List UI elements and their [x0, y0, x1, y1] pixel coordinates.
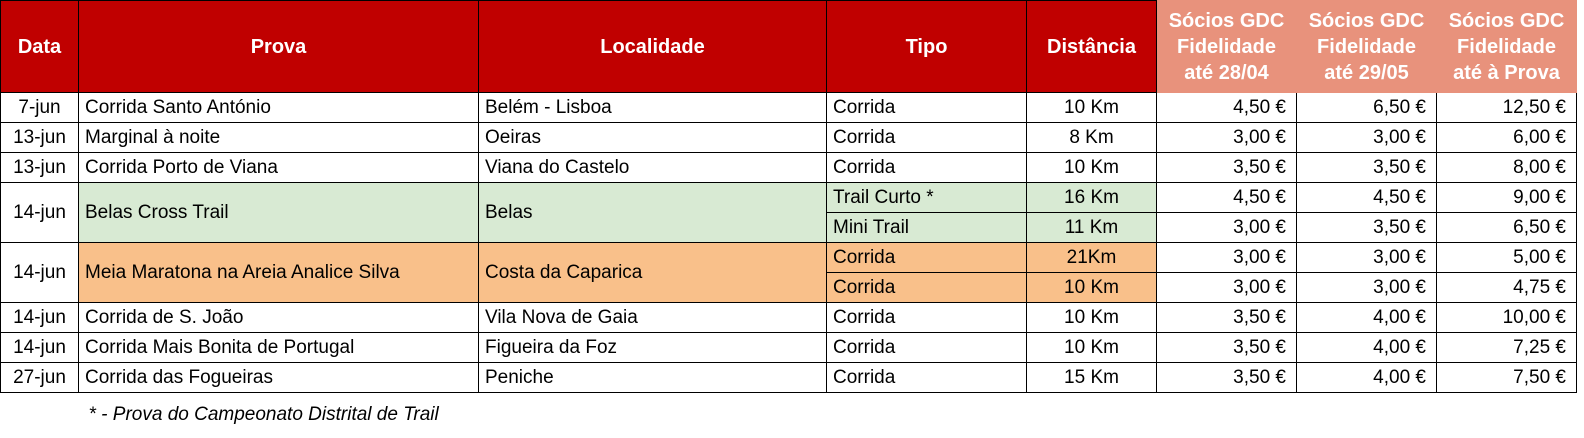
cell-price-prova: 6,50 € — [1437, 213, 1577, 243]
column-header-distancia: Distância — [1027, 1, 1157, 93]
cell-price-29-05: 4,50 € — [1297, 183, 1437, 213]
cell-price-29-05: 4,00 € — [1297, 333, 1437, 363]
cell-price-28-04: 3,00 € — [1157, 213, 1297, 243]
cell-distance: 21Km — [1027, 243, 1157, 273]
cell-distance: 10 Km — [1027, 303, 1157, 333]
cell-type: Corrida — [827, 333, 1027, 363]
table-header — [1, 1, 1577, 93]
header-row — [1, 1, 1577, 93]
column-header-socios-29-05 — [1297, 1, 1437, 93]
cell-date: 7-jun — [1, 93, 79, 123]
cell-distance: 10 Km — [1027, 93, 1157, 123]
cell-price-29-05: 4,00 € — [1297, 303, 1437, 333]
cell-price-prova: 8,00 € — [1437, 153, 1577, 183]
cell-date: 14-jun — [1, 303, 79, 333]
cell-date: 13-jun — [1, 153, 79, 183]
cell-price-28-04: 4,50 € — [1157, 183, 1297, 213]
cell-distance: 16 Km — [1027, 183, 1157, 213]
cell-type: Corrida — [827, 363, 1027, 393]
cell-type: Corrida — [827, 273, 1027, 303]
cell-distance: 15 Km — [1027, 363, 1157, 393]
cell-price-28-04: 3,50 € — [1157, 363, 1297, 393]
cell-race-name: Corrida de S. João — [79, 303, 479, 333]
header-line-1: Sócios GDC — [1448, 9, 1565, 32]
header-line-3: até 28/04 — [1184, 61, 1269, 84]
cell-price-29-05: 3,50 € — [1297, 153, 1437, 183]
cell-distance: 10 Km — [1027, 333, 1157, 363]
cell-type: Corrida — [827, 93, 1027, 123]
footnote-text: * - Prova do Campeonato Distrital de Trail — [79, 393, 1577, 437]
cell-type: Trail Curto * — [827, 183, 1027, 213]
cell-type: Corrida — [827, 243, 1027, 273]
column-header-data: Data — [1, 1, 79, 93]
table-row — [1, 363, 1577, 393]
cell-price-28-04: 3,50 € — [1157, 333, 1297, 363]
cell-price-28-04: 3,00 € — [1157, 123, 1297, 153]
cell-race-name: Belas Cross Trail — [79, 183, 479, 243]
cell-price-prova: 5,00 € — [1437, 243, 1577, 273]
cell-locality: Costa da Caparica — [479, 243, 827, 303]
cell-distance: 11 Km — [1027, 213, 1157, 243]
cell-type: Corrida — [827, 153, 1027, 183]
cell-race-name: Corrida das Fogueiras — [79, 363, 479, 393]
table-row — [1, 93, 1577, 123]
cell-locality: Belém - Lisboa — [479, 93, 827, 123]
header-line-3: até 29/05 — [1324, 61, 1409, 84]
cell-price-prova: 9,00 € — [1437, 183, 1577, 213]
cell-price-29-05: 3,50 € — [1297, 213, 1437, 243]
cell-price-prova: 4,75 € — [1437, 273, 1577, 303]
cell-race-name: Marginal à noite — [79, 123, 479, 153]
column-header-socios-prova — [1437, 1, 1577, 93]
cell-price-29-05: 6,50 € — [1297, 93, 1437, 123]
column-header-prova: Prova — [79, 1, 479, 93]
cell-distance: 10 Km — [1027, 153, 1157, 183]
cell-price-prova: 7,50 € — [1437, 363, 1577, 393]
cell-price-29-05: 3,00 € — [1297, 273, 1437, 303]
cell-price-prova: 10,00 € — [1437, 303, 1577, 333]
cell-locality: Oeiras — [479, 123, 827, 153]
cell-price-29-05: 3,00 € — [1297, 243, 1437, 273]
cell-date: 27-jun — [1, 363, 79, 393]
cell-date: 14-jun — [1, 243, 79, 303]
header-line-2: Fidelidade — [1177, 35, 1276, 58]
cell-price-28-04: 3,50 € — [1157, 303, 1297, 333]
footnote-spacer — [1, 393, 79, 437]
cell-price-28-04: 3,00 € — [1157, 273, 1297, 303]
header-line-2: Fidelidade — [1317, 35, 1416, 58]
cell-locality: Viana do Castelo — [479, 153, 827, 183]
cell-price-28-04: 3,50 € — [1157, 153, 1297, 183]
cell-locality: Vila Nova de Gaia — [479, 303, 827, 333]
table-row — [1, 153, 1577, 183]
cell-locality: Figueira da Foz — [479, 333, 827, 363]
table-row — [1, 123, 1577, 153]
cell-race-name: Corrida Porto de Viana — [79, 153, 479, 183]
table-row — [1, 333, 1577, 363]
column-header-tipo: Tipo — [827, 1, 1027, 93]
cell-distance: 8 Km — [1027, 123, 1157, 153]
cell-price-29-05: 4,00 € — [1297, 363, 1437, 393]
cell-race-name: Meia Maratona na Areia Analice Silva — [79, 243, 479, 303]
header-line-2: Fidelidade — [1457, 35, 1556, 58]
table-row — [1, 183, 1577, 213]
cell-race-name: Corrida Santo António — [79, 93, 479, 123]
table-row — [1, 243, 1577, 273]
table-body — [1, 93, 1577, 437]
header-line-3: até à Prova — [1453, 61, 1560, 84]
cell-price-prova: 7,25 € — [1437, 333, 1577, 363]
column-header-socios-28-04 — [1157, 1, 1297, 93]
cell-price-28-04: 4,50 € — [1157, 93, 1297, 123]
cell-price-prova: 6,00 € — [1437, 123, 1577, 153]
column-header-localidade: Localidade — [479, 1, 827, 93]
cell-distance: 10 Km — [1027, 273, 1157, 303]
cell-date: 14-jun — [1, 333, 79, 363]
header-line-1: Sócios GDC — [1308, 9, 1425, 32]
cell-type: Mini Trail — [827, 213, 1027, 243]
header-line-1: Sócios GDC — [1168, 9, 1285, 32]
cell-price-prova: 12,50 € — [1437, 93, 1577, 123]
cell-locality: Peniche — [479, 363, 827, 393]
cell-locality: Belas — [479, 183, 827, 243]
cell-date: 14-jun — [1, 183, 79, 243]
cell-price-29-05: 3,00 € — [1297, 123, 1437, 153]
footnote-row — [1, 393, 1577, 437]
cell-type: Corrida — [827, 303, 1027, 333]
cell-date: 13-jun — [1, 123, 79, 153]
cell-price-28-04: 3,00 € — [1157, 243, 1297, 273]
table-row — [1, 303, 1577, 333]
cell-type: Corrida — [827, 123, 1027, 153]
cell-race-name: Corrida Mais Bonita de Portugal — [79, 333, 479, 363]
